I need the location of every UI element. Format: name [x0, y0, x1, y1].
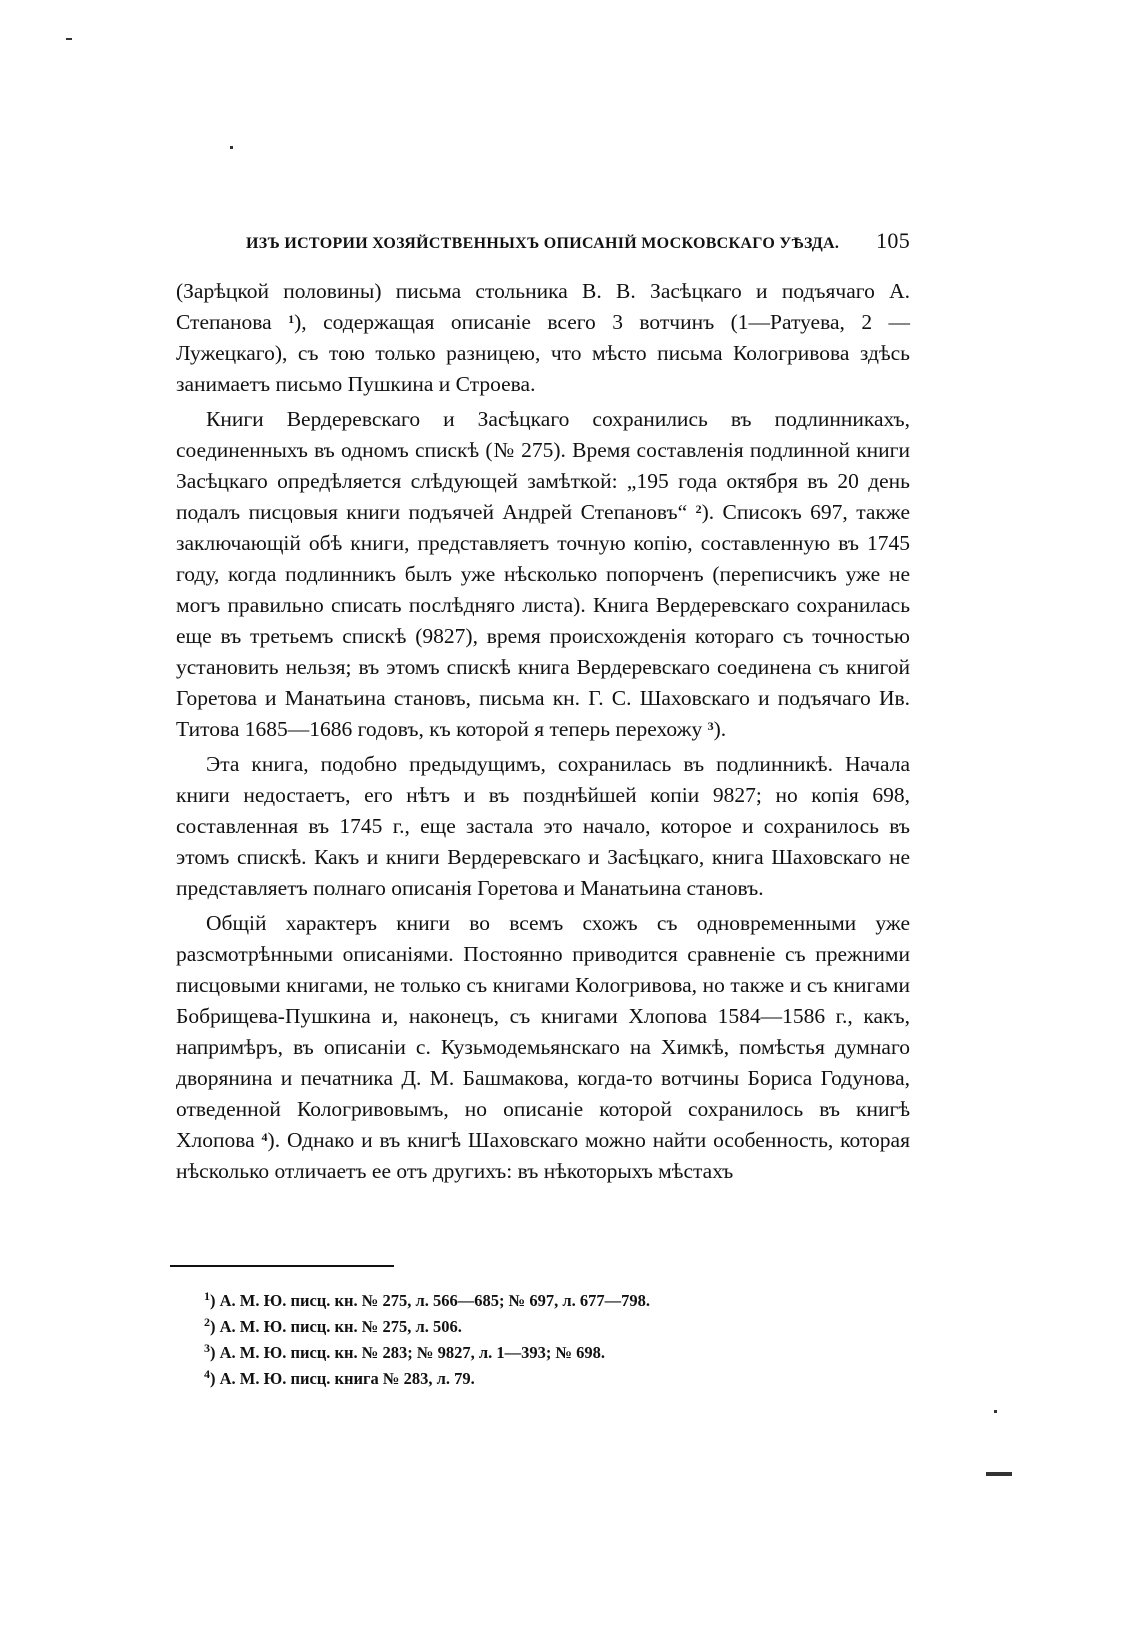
footnote-reference: 4 — [261, 1130, 268, 1144]
footnote-text: ) А. М. Ю. писц. кн. № 275, л. 566—685; № 697, л. 677—798. — [210, 1291, 650, 1310]
paragraph-text: ). Однако и въ книгѣ Шаховскаго можно найти особенность, которая нѣсколько отличаетъ ее отъ другихъ: въ нѣкоторыхъ мѣстахъ — [176, 1128, 910, 1183]
footnote — [204, 1340, 904, 1366]
footnote — [204, 1314, 904, 1340]
scan-speck — [230, 146, 233, 149]
scan-speck — [986, 1472, 1012, 1476]
footnote-reference: 2 — [695, 502, 702, 516]
footnote-mark: 1 — [204, 1289, 210, 1303]
paragraph-text: Эта книга, подобно предыдущимъ, сохранилась въ подлинникѣ. Начала книги недостаетъ, его нѣтъ и въ позднѣйшей копіи 9827; но копія 698, составленная въ 1745 г., еще застала это начало, которое и сохранилось въ этомъ спискѣ. Какъ и книги Вердеревскаго и Засѣцкаго, книга Шаховскаго не представляетъ полнаго описанія Горетова и Манатьина становъ. — [176, 752, 910, 900]
footnote-mark: 2 — [204, 1315, 210, 1329]
scan-speck — [66, 38, 72, 40]
footnote — [204, 1288, 904, 1314]
paragraph-text: ). Списокъ 697, также заключающій обѣ книги, представляетъ точную копію, составленную въ 1745 году, когда подлинникъ былъ уже нѣсколько попорченъ (переписчикъ уже не могъ правильно списать послѣдняго листа). Книга Вердеревскаго сохранилась еще въ третьемъ спискѣ (9827), время происхожденія котораго съ точностью установить нельзя; въ этомъ спискѣ книга Вердеревскаго соединена съ книгой Горетова и Манатьина становъ, письма кн. Г. С. Шаховскаго и подъячаго Ив. Титова 1685—1686 годовъ, къ которой я теперь перехожу — [176, 500, 910, 741]
paragraph-text: Общій характеръ книги во всемъ схожъ съ одновременными уже разсмотрѣнными описаніями. Постоянно приводится сравненіе съ прежними писцовыми книгами, не только съ книгами Кологривова, но также и съ книгами Бобрищева-Пушкина и, наконецъ, съ книгами Хлопова 1584—1586 г., какъ, напримѣръ, въ описаніи с. Кузьмодемьянскаго на Химкѣ, помѣстья думнаго дворянина и печатника Д. М. Башмакова, когда-то вотчины Бориса Годунова, отведенной Кологривовымъ, но описаніе которой сохранилось въ книгѣ Хлопова — [176, 911, 910, 1152]
paragraph-text: ), содержащая описаніе всего 3 вотчинъ (1—Ратуева, 2 — Лужецкаго), съ тою только разницею, что мѣсто письма Кологривова здѣсь занимаетъ письмо Пушкина и Строева. — [176, 310, 910, 396]
paragraph-text: (Зарѣцкой половины) письма стольника В. В. Засѣцкаго и подъячаго А. Степанова — [176, 279, 910, 334]
running-header — [246, 228, 910, 253]
paragraph-text: ). — [713, 717, 727, 741]
paragraph-p2 — [176, 404, 910, 745]
footnote-text: ) А. М. Ю. писц. книга № 283, л. 79. — [210, 1369, 475, 1388]
paragraph-p4 — [176, 908, 910, 1187]
footnote-reference: 3 — [707, 719, 714, 733]
footnote-mark: 3 — [204, 1341, 210, 1355]
footnotes — [204, 1288, 904, 1392]
footnote — [204, 1366, 904, 1392]
running-title: ИЗЪ ИСТОРИИ ХОЗЯЙСТВЕННЫХЪ ОПИСАНІЙ МОСКОВСКАГО УѢЗДА. — [246, 235, 840, 252]
footnote-divider — [170, 1265, 394, 1267]
paragraph-text: Книги Вердеревскаго и Засѣцкаго сохранились въ подлинникахъ, соединенныхъ въ одномъ спискѣ (№ 275). Время составленія подлинной книги Засѣцкаго опредѣляется слѣдующей замѣткой: „195 года октября въ 20 день подалъ писцовыя книги подъячей Андрей Степановъ“ — [176, 407, 910, 524]
footnote-text: ) А. М. Ю. писц. кн. № 275, л. 506. — [210, 1317, 462, 1336]
body-text — [176, 276, 910, 1191]
footnote-text: ) А. М. Ю. писц. кн. № 283; № 9827, л. 1—393; № 698. — [210, 1343, 606, 1362]
footnote-reference: 1 — [288, 312, 295, 326]
paragraph-p1 — [176, 276, 910, 400]
footnote-mark: 4 — [204, 1367, 210, 1381]
scan-speck — [994, 1410, 997, 1413]
paragraph-p3 — [176, 749, 910, 904]
page-number: 105 — [876, 228, 910, 253]
